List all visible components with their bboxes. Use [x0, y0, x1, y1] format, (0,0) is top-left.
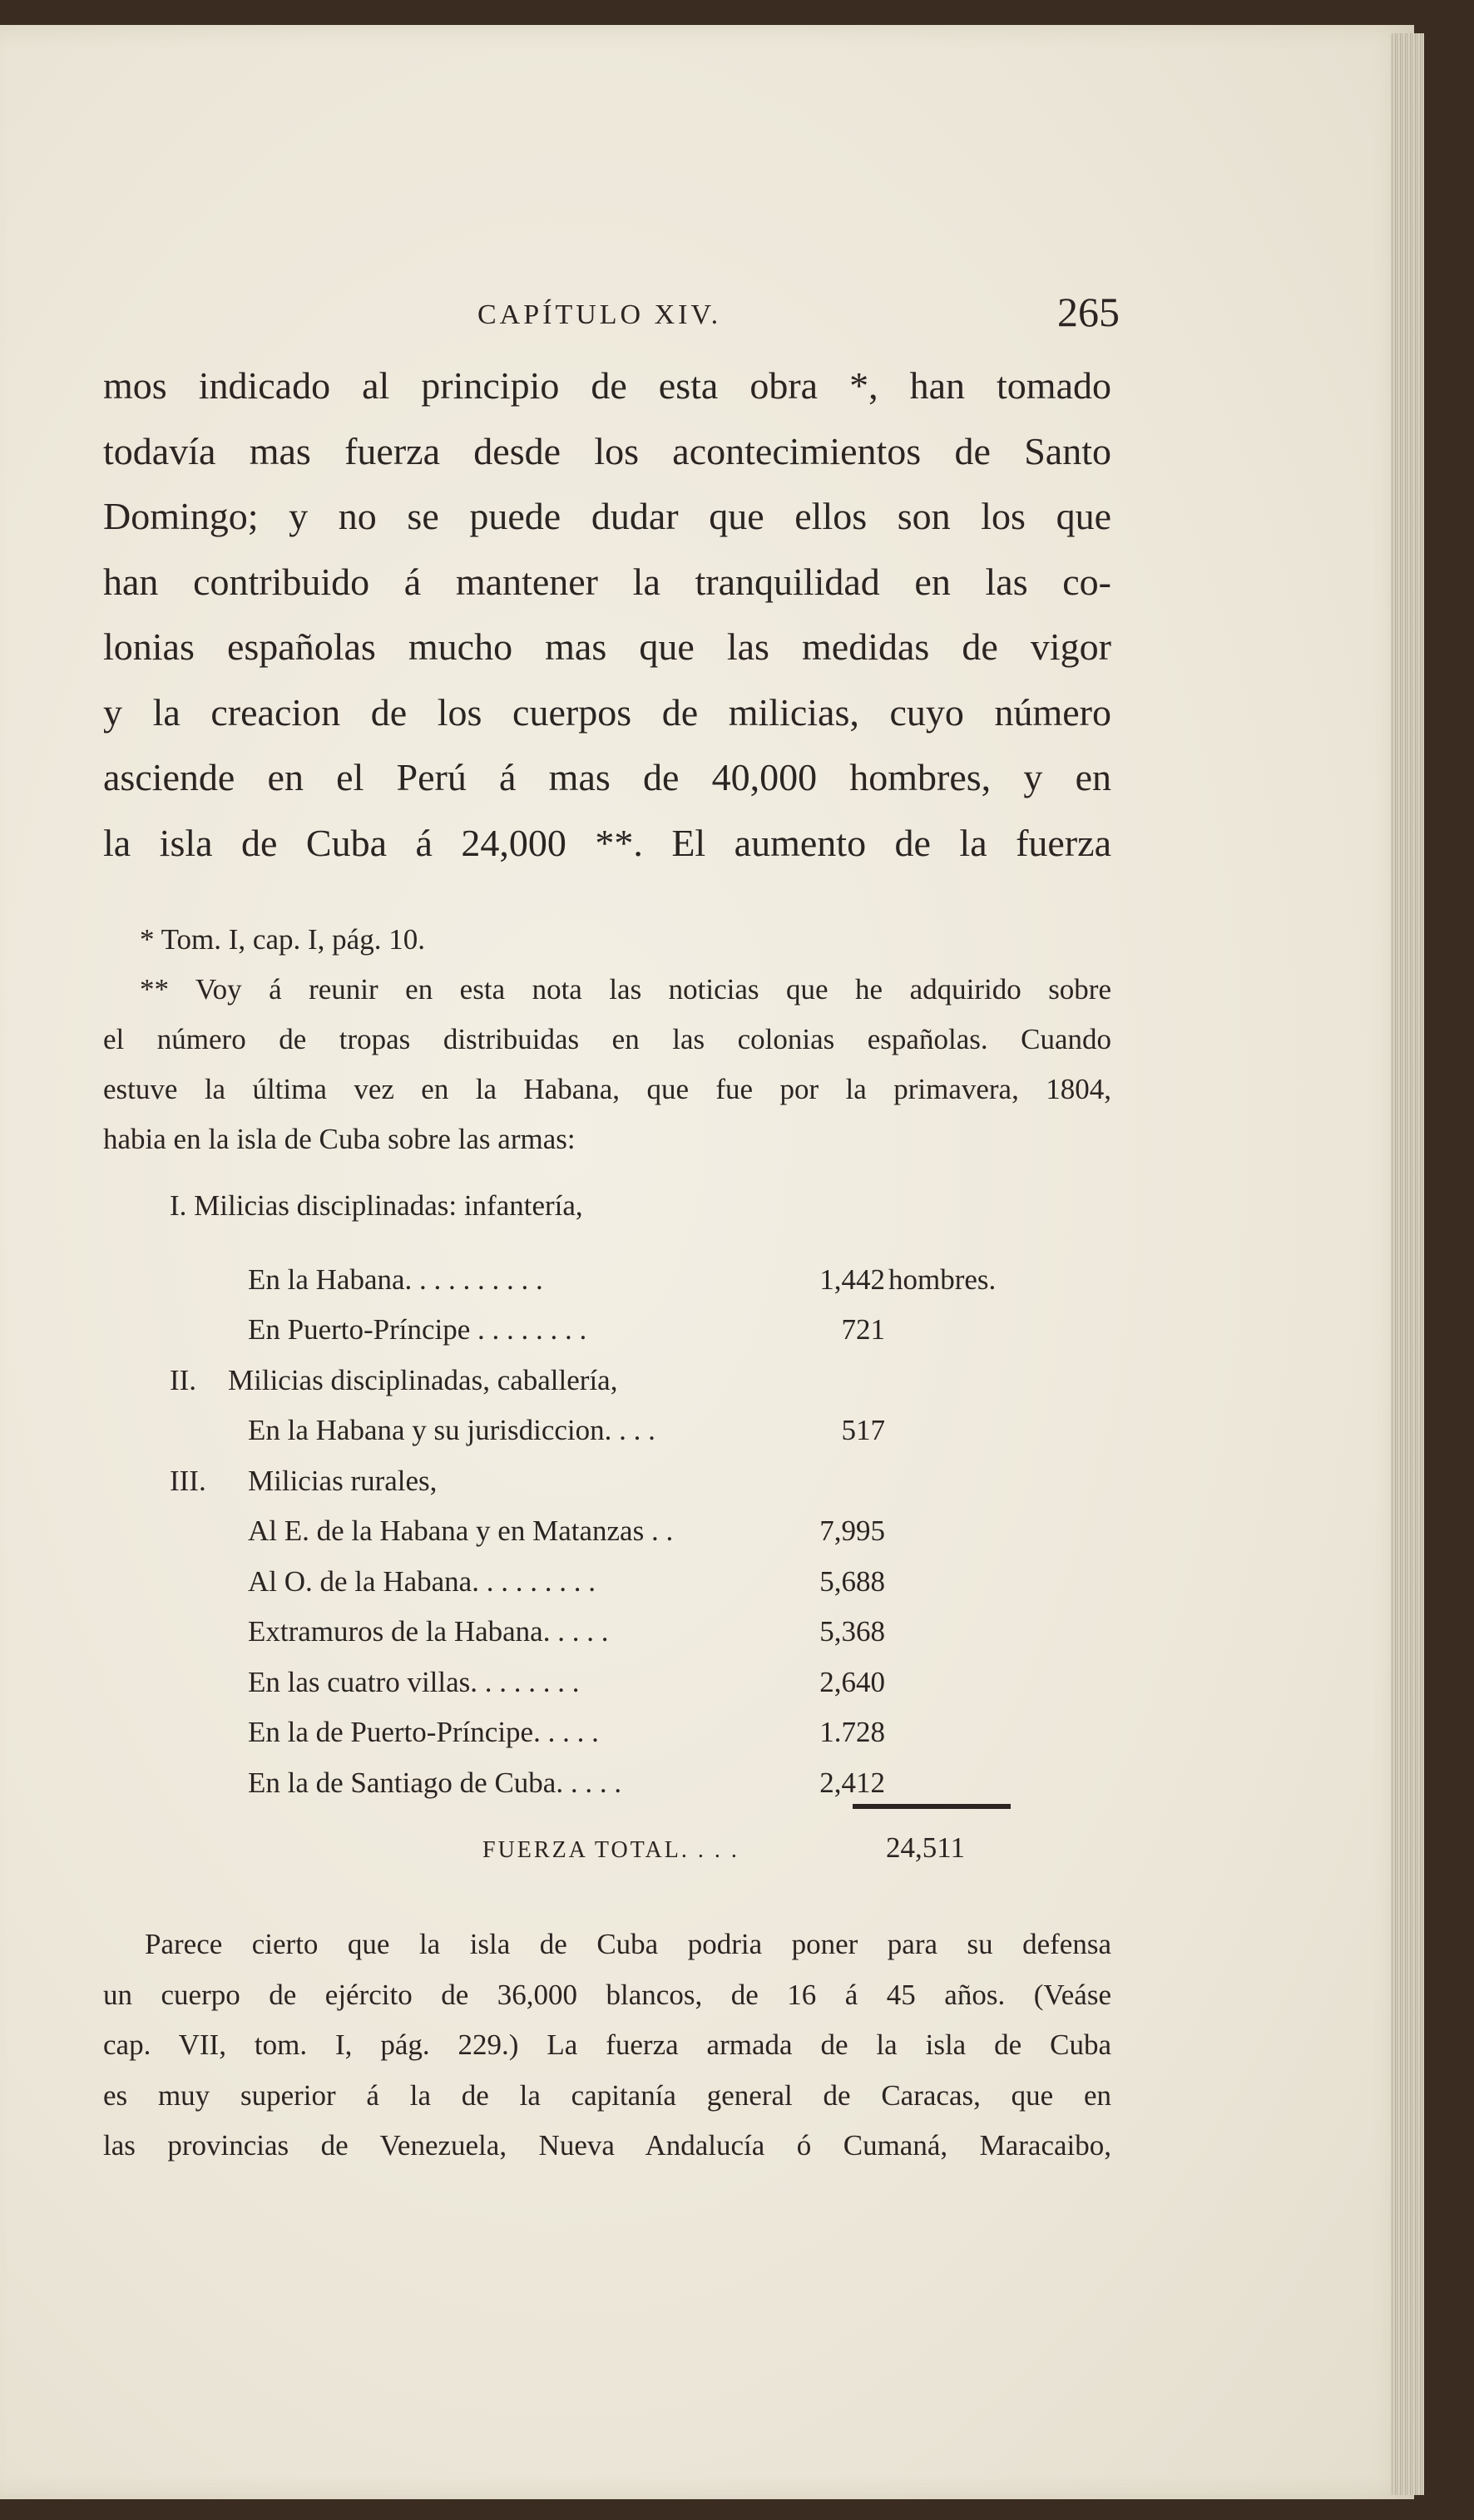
row-label: En Puerto-Príncipe . . . . . . . . — [248, 1313, 587, 1346]
militia-table — [170, 1189, 1035, 1816]
row-unit: hombres. — [888, 1262, 997, 1296]
text-line: lonias españolas mucho mas que las medidas de vigor — [103, 625, 1111, 668]
table-row — [170, 1263, 1035, 1314]
table-section-heading — [170, 1364, 1035, 1415]
text-line: mos indicado al principio de esta obra *, han tomado — [103, 364, 1111, 407]
row-label: En la de Puerto-Príncipe. . . . . — [248, 1716, 599, 1748]
table-row — [170, 1615, 1035, 1666]
row-label: Extramuros de la Habana. . . . . — [248, 1615, 609, 1648]
total-value: 24,511 — [886, 1831, 965, 1864]
row-value: 517 — [841, 1414, 885, 1446]
total-rule — [853, 1804, 1011, 1809]
text-line: Domingo; y no se puede dudar que ellos son los que — [103, 495, 1111, 537]
page-number: 265 — [1057, 289, 1120, 335]
text-line: un cuerpo de ejército de 36,000 blancos, de 16 á 45 años. (Veáse — [103, 1978, 1111, 2011]
text-line: cap. VII, tom. I, pág. 229.) La fuerza armada de la isla de Cuba — [103, 2028, 1111, 2061]
table-row — [170, 1414, 1035, 1465]
row-value: 2,640 — [819, 1665, 885, 1698]
text-line: Parece cierto que la isla de Cuba podria poner para su defensa — [145, 1928, 1111, 1960]
footnote-2-line: estuve la última vez en la Habana, que fue por la primavera, 1804, — [103, 1073, 1111, 1105]
row-label: En la de Santiago de Cuba. . . . . — [248, 1766, 622, 1799]
text-line: han contribuido á mantener la tranquilidad en las co- — [103, 560, 1111, 603]
table-row — [170, 1565, 1035, 1616]
table-row — [170, 1716, 1035, 1766]
footnote-2-line: ** Voy á reunir en esta nota las noticias que he adquirido sobre — [140, 973, 1111, 1006]
table-row — [170, 1666, 1035, 1717]
row-value: 5,368 — [819, 1615, 885, 1648]
table-section-heading — [170, 1189, 1035, 1240]
section-2-numeral: II. — [170, 1363, 197, 1396]
row-value: 721 — [841, 1313, 885, 1346]
table-section-heading — [170, 1465, 1035, 1515]
total-label: FUERZA TOTAL. . . . — [482, 1837, 739, 1863]
row-label: Al E. de la Habana y en Matanzas . . — [248, 1514, 674, 1547]
footnotes — [103, 915, 1111, 1164]
running-head: CAPÍTULO XIV. — [477, 299, 722, 330]
row-value: 2,412 — [819, 1766, 885, 1799]
total-row — [482, 1831, 982, 1865]
footnote-1: * Tom. I, cap. I, pág. 10. — [140, 923, 425, 956]
text-line: es muy superior á la de la capitanía general de Caracas, que en — [103, 2078, 1111, 2112]
row-label: En la Habana. . . . . . . . . . — [248, 1262, 543, 1296]
table-row — [170, 1313, 1035, 1364]
book-page — [0, 25, 1414, 2499]
row-value: 1,442 — [819, 1262, 885, 1296]
row-label: En la Habana y su jurisdiccion. . . . — [248, 1414, 655, 1446]
table-row — [170, 1514, 1035, 1565]
row-value: 7,995 — [819, 1514, 885, 1547]
text-line: todavía mas fuerza desde los acontecimientos de Santo — [103, 429, 1111, 472]
main-paragraph — [103, 353, 1111, 876]
footnote-paragraph — [103, 1920, 1111, 2172]
row-label: En las cuatro villas. . . . . . . . — [248, 1665, 580, 1698]
text-line: las provincias de Venezuela, Nueva Andalucía ó Cumaná, Maracaibo, — [103, 2129, 1111, 2162]
section-3-numeral: III. — [170, 1464, 206, 1497]
text-line: y la creacion de los cuerpos de milicias, cuyo número — [103, 690, 1111, 734]
text-line: la isla de Cuba á 24,000 **. El aumento de la fuerza — [103, 821, 1111, 864]
row-value: 1.728 — [819, 1716, 885, 1748]
section-1-title: I. Milicias disciplinadas: infantería, — [170, 1189, 583, 1222]
section-3-title: Milicias rurales, — [248, 1464, 438, 1497]
text-line: asciende en el Perú á mas de 40,000 hombres, y en — [103, 756, 1111, 798]
page-header — [103, 281, 1120, 339]
row-value: 5,688 — [819, 1564, 885, 1598]
section-2-title: Milicias disciplinadas, caballería, — [228, 1363, 618, 1396]
footnote-2-line: el número de tropas distribuidas en las colonias españolas. Cuando — [103, 1023, 1111, 1055]
page-edges — [1391, 33, 1424, 2495]
footnote-2-line: habia en la isla de Cuba sobre las armas: — [103, 1123, 576, 1155]
row-label: Al O. de la Habana. . . . . . . . . — [248, 1564, 596, 1598]
